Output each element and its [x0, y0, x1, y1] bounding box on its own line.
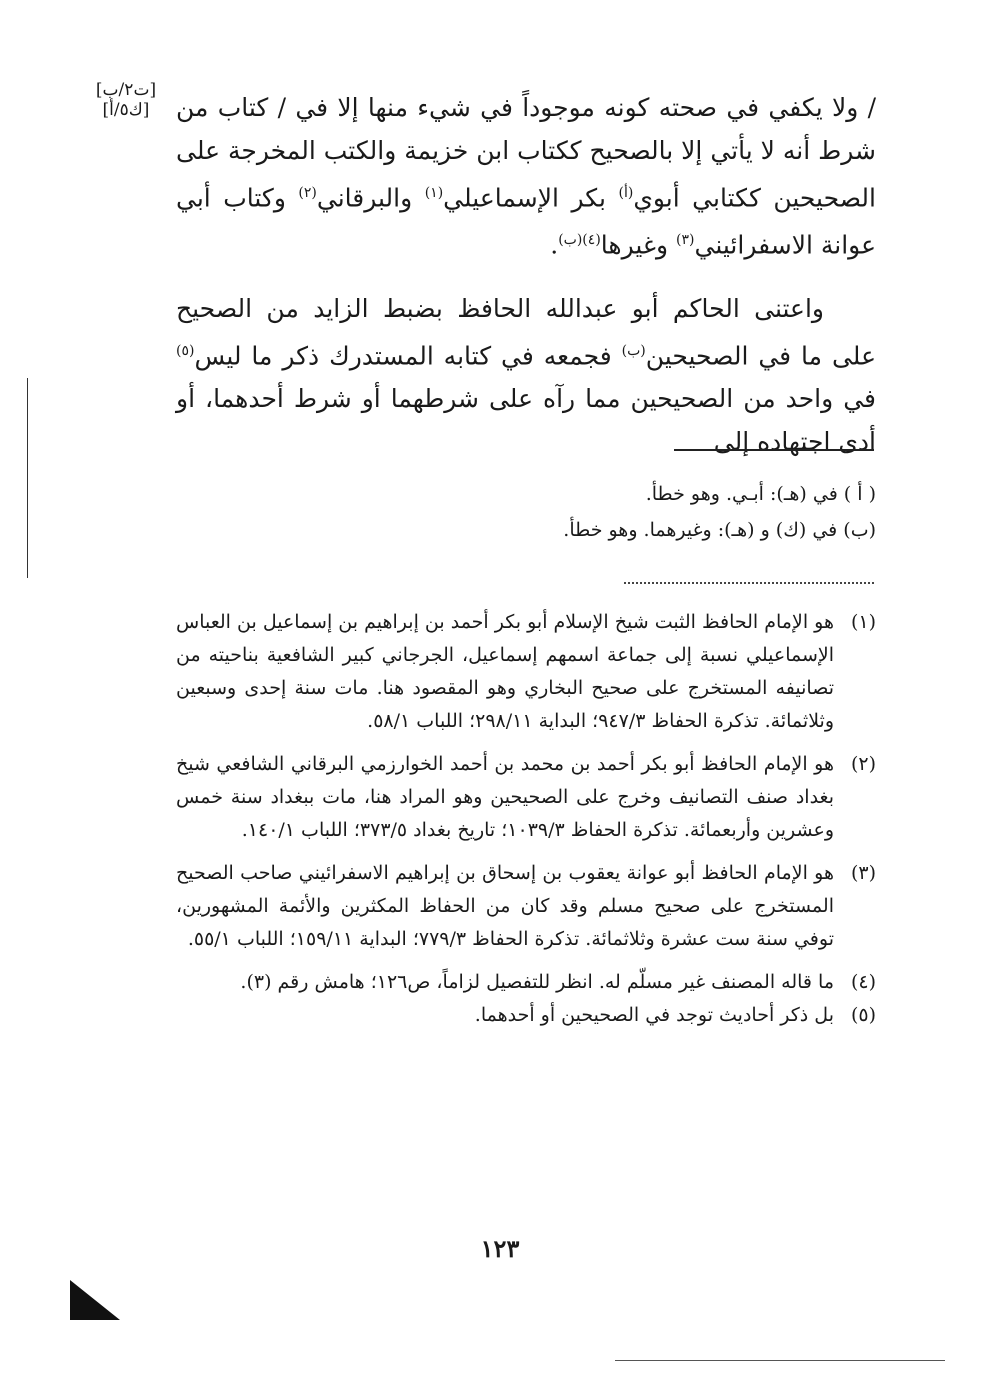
footnote-number: (٤): [850, 971, 876, 993]
paragraph-1: / ولا يكفي في صحته كونه موجوداً في شيء منها إلا في / كتاب من شرط أنه لا يأتي إلا بالصحيح ككتاب ابن خزيمة والكتب المخرجة على الصحيحين ككتابي أبوي$^{(أ)}$ بكر الإسماعيلي$^{(١)}$ والبرقاني$^{(٢)}$ وكتاب أبي عوانة الاسفرائيني$^{(٣)}$ وغيرها$^{(٤)(ب)}$.: [176, 93, 876, 260]
folio-ref-t: [ت٢/ب]: [95, 80, 157, 100]
footnotes: [176, 606, 876, 1032]
footnote-marker: (١): [424, 185, 444, 201]
footnote-marker: (٤)(ب): [558, 232, 601, 249]
folio-ref-k: [ك٥/أ]: [102, 100, 150, 120]
footnote: [176, 606, 876, 738]
footnote-marker: (٥): [176, 342, 195, 359]
variant-marker: (أ): [618, 185, 634, 201]
variant-notes: [176, 476, 876, 548]
variant-note: (ب) في (ك) و (هـ): وغيرهما. وهو خطأ.: [563, 519, 876, 541]
footnote: [176, 966, 876, 999]
footnote-text: هو الإمام الحافظ أبو بكر أحمد بن محمد بن أحمد الخوارزمي البرقاني الشافعي شيخ بغداد صنف التصانيف وخرج على الصحيحين وهو المراد هنا، مات ببغداد سنة خمس وعشرين وأربعمائة. تذكرة الحفاظ ١٠٣٩/٣؛ تاريخ بغداد ٣٧٣/٥؛ اللباب ١٤٠/١.: [176, 753, 834, 841]
footnote-text: بل ذكر أحاديث توجد في الصحيحين أو أحدهما.: [474, 1004, 834, 1026]
corner-triangle-icon: [70, 1280, 120, 1320]
page-number: ١٢٣: [480, 1234, 520, 1263]
paragraph-2: واعتنى الحاكم أبو عبدالله الحافظ بضبط الزايد من الصحيح على ما في الصحيحين$^{(ب)}$ فجمعه في كتابه المستدرك ذكر ما ليس$^{(٥)}$ في واحد من الصحيحين مما رآه على شرطهما أو شرط أحدهما، أو أدى اجتهاده إلى: [176, 293, 876, 456]
footnote: [176, 857, 876, 956]
manuscript-folio-reference: [86, 80, 166, 120]
variant-note: ( أ ) في (هـ): أبـي. وهو خطأ.: [645, 483, 876, 505]
footnote-separator: [674, 449, 874, 451]
footnote-marker: (٣): [676, 232, 695, 249]
footnote: [176, 999, 876, 1032]
footnote-marker: (٢): [298, 185, 317, 201]
scan-edge-line: [27, 378, 28, 578]
footnote-text: هو الإمام الحافظ أبو عوانة يعقوب بن إسحاق بن إبراهيم الاسفرائيني صاحب الصحيح المستخرج على صحيح مسلم وقد كان من الحفاظ المكثرين والأئمة المشهورين، توفي سنة ست عشرة وثلاثمائة. تذكرة الحفاظ ٧٧٩/٣؛ البداية ١٥٩/١١؛ اللباب ٥٥/١.: [176, 862, 834, 950]
footnote-number: (٥): [850, 1004, 876, 1026]
footnote-text: هو الإمام الحافظ الثبت شيخ الإسلام أبو بكر أحمد بن إبراهيم بن إسماعيل بن العباس الإسماعيلي نسبة إلى جماعة اسمهم إسماعيل، الجرجاني كبير الشافعية بناحيته من تصانيفه المستخرج على صحيح البخاري وهو المقصود هنا. مات سنة إحدى وسبعين وثلاثمائة. تذكرة الحفاظ ٩٤٧/٣؛ البداية ٢٩٨/١١؛ اللباب ٥٨/١.: [176, 611, 834, 732]
footnote-number: (١): [850, 611, 876, 633]
bottom-edge-line: [615, 1360, 945, 1361]
footnote-text: ما قاله المصنف غير مسلّم له. انظر للتفصيل لزاماً، ص١٢٦؛ هامش رقم (٣).: [240, 971, 834, 993]
variant-marker: (ب): [621, 342, 646, 359]
main-text: [176, 86, 876, 463]
dotted-separator: [624, 582, 874, 584]
footnote-number: (٣): [850, 862, 876, 884]
footnote: [176, 748, 876, 847]
footnote-number: (٢): [850, 753, 876, 775]
